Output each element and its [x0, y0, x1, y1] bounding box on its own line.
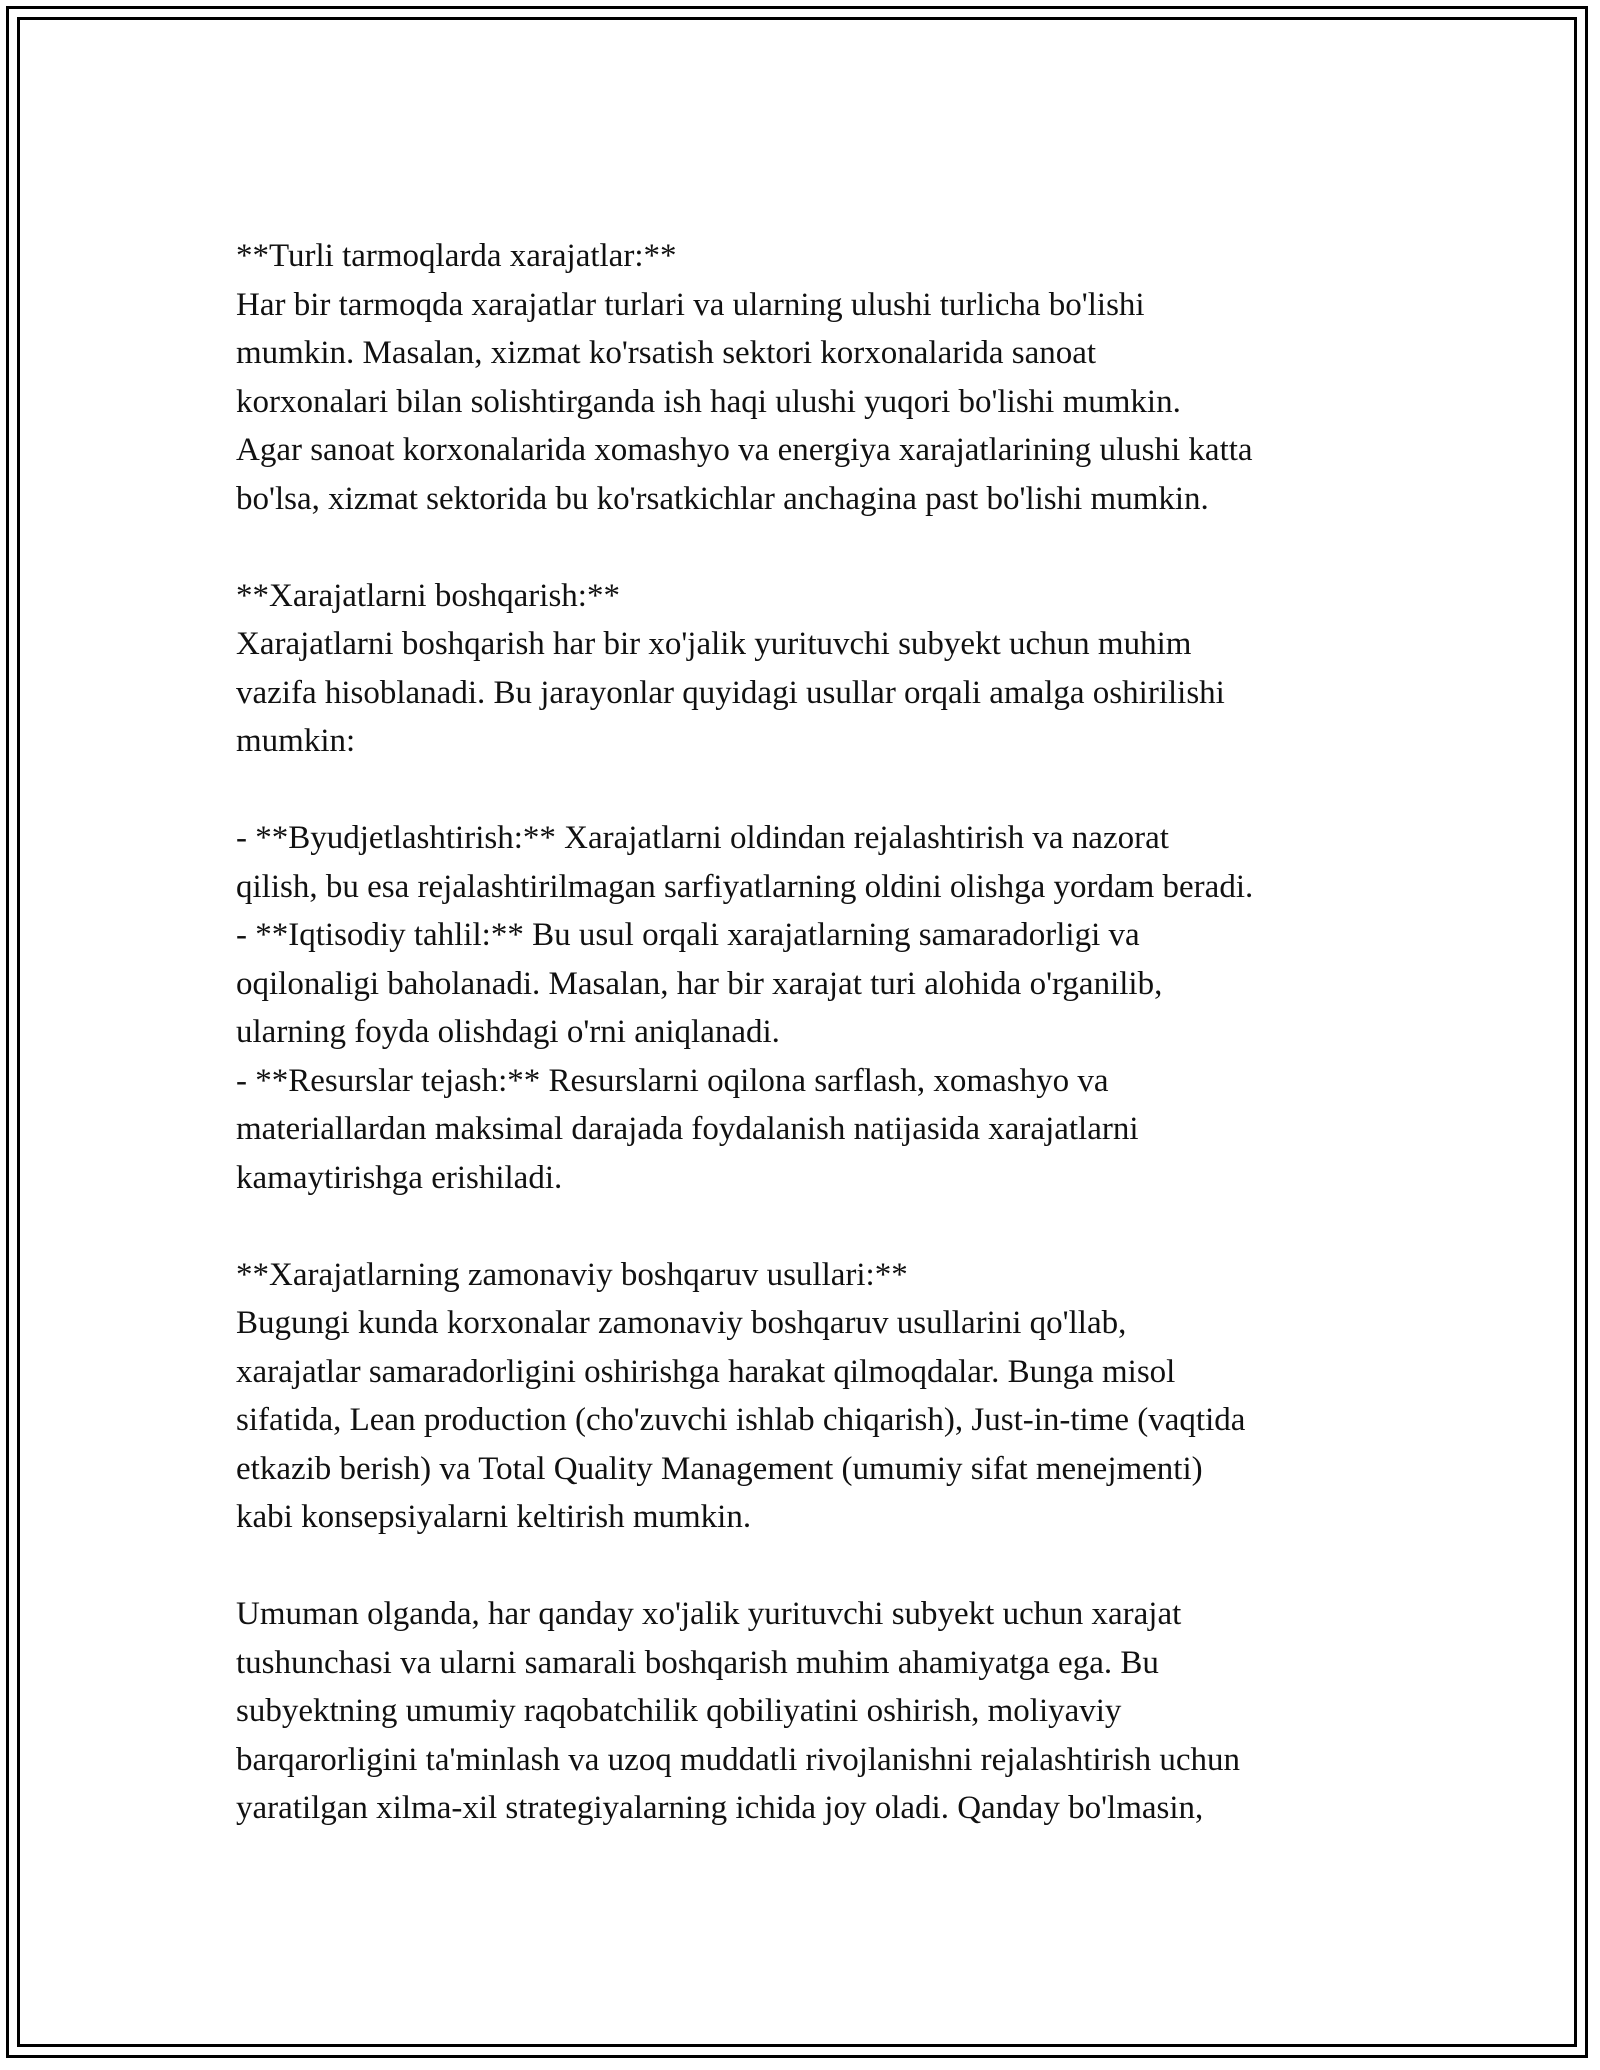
paragraph-gap [236, 523, 1386, 572]
section-heading-sector-costs: **Turli tarmoqlarda xarajatlar:** [236, 238, 677, 274]
text-line: korxonalari bilan solishtirganda ish haqi ulushi yuqori bo'lishi mumkin. [236, 383, 1181, 420]
text-line: Xarajatlarni boshqarish har bir xo'jalik yurituvchi subyekt uchun muhim [236, 626, 1192, 662]
paragraph-gap [236, 1202, 1386, 1251]
text-line: kabi konsepsiyalarni keltirish mumkin. [236, 1499, 752, 1535]
text-line: barqarorligini ta'minlash va uzoq muddatli rivojlanishni rejalashtirish uchun [236, 1741, 1240, 1778]
text-line: sifatida, Lean production (cho'zuvchi ishlab chiqarish), Just-in-time (vaqtida [236, 1402, 1246, 1438]
text-line: Har bir tarmoqda xarajatlar turlari va ularning ulushi turlicha bo'lishi [236, 286, 1145, 323]
text-line: ularning foyda olishdagi o'rni aniqlanadi. [236, 1014, 780, 1050]
text-line: xarajatlar samaradorligini oshirishga harakat qilmoqdalar. Bunga misol [236, 1353, 1176, 1390]
text-line: bo'lsa, xizmat sektorida bu ko'rsatkichlar anchagina past bo'lishi mumkin. [236, 480, 1209, 517]
text-line: vazifa hisoblanadi. Bu jarayonlar quyidagi usullar orqali amalga oshirilishi [236, 674, 1225, 711]
text-line: mumkin. Masalan, xizmat ko'rsatish sektori korxonalarida sanoat [236, 335, 1097, 371]
list-item-resource-saving: - **Resurslar tejash:** Resurslarni oqilona sarflash, xomashyo va [236, 1062, 1109, 1099]
paragraph-gap [236, 766, 1386, 815]
text-line: qilish, bu esa rejalashtirilmagan sarfiyatlarning oldini olishga yordam beradi. [236, 868, 1254, 905]
text-line: oqilonaligi baholanadi. Masalan, har bir xarajat turi alohida o'rganilib, [236, 965, 1163, 1002]
text-line: yaratilgan xilma-xil strategiyalarning ichida joy oladi. Qanday bo'lmasin, [236, 1790, 1204, 1826]
text-line: tushunchasi va ularni samarali boshqarish muhim ahamiyatga ega. Bu [236, 1644, 1159, 1681]
section-heading-cost-management: **Xarajatlarni boshqarish:** [236, 577, 620, 614]
paragraph-gap [236, 1542, 1386, 1591]
text-line: subyektning umumiy raqobatchilik qobiliyatini oshirish, moliyaviy [236, 1693, 1122, 1729]
section-heading-modern-methods: **Xarajatlarning zamonaviy boshqaruv usullari:** [236, 1256, 908, 1293]
list-item-economic-analysis: - **Iqtisodiy tahlil:** Bu usul orqali xarajatlarning samaradorligi va [236, 917, 1140, 953]
text-line: kamaytirishga erishiladi. [236, 1159, 563, 1196]
text-line: Umuman olganda, har qanday xo'jalik yurituvchi subyekt uchun xarajat [236, 1596, 1182, 1632]
text-line: Agar sanoat korxonalarida xomashyo va energiya xarajatlarining ulushi katta [236, 432, 1253, 468]
document-body [236, 232, 1386, 1833]
text-line: etkazib berish) va Total Quality Management (umumiy sifat menejmenti) [236, 1450, 1203, 1487]
text-line: Bugungi kunda korxonalar zamonaviy boshqaruv usullarini qo'llab, [236, 1305, 1127, 1341]
text-line: materiallardan maksimal darajada foydalanish natijasida xarajatlarni [236, 1111, 1139, 1147]
text-line: mumkin: [236, 723, 356, 759]
list-item-budgeting: - **Byudjetlashtirish:** Xarajatlarni oldindan rejalashtirish va nazorat [236, 820, 1169, 856]
